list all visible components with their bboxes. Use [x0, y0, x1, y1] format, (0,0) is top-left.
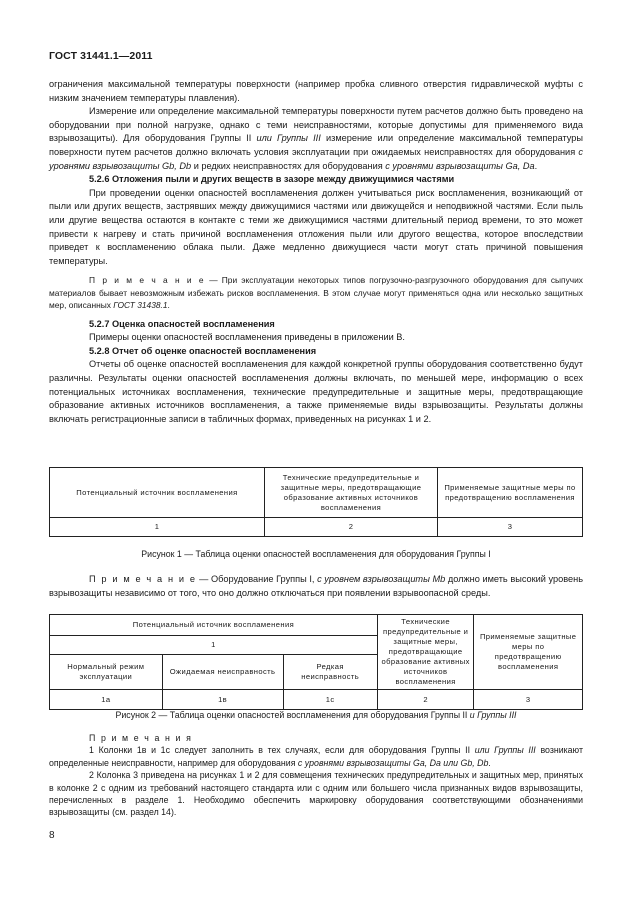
section-5-2-8-heading: 5.2.8 Отчет об оценке опасностей воспламенения [89, 345, 317, 356]
table1-header-protection: Применяемые защитные меры по предотвращению воспламенения [438, 468, 583, 518]
section-5-2-6-body: При проведении оценки опасностей воспламенения должен учитываться риск воспламенения, возникающий от пыли или других веществ, застрявших между движущимися частями или движущейся и неподвижной частями. Если пыль или другие вещества остаются в контакте с теми же движущимися частями длительный период времени, то это может привести к нагреву и стать причиной воспламенения отложения пыли или другого вещества, которое впоследствии приведет к воспламенению облака пыли. Даже медленно движущиеся части могут стать причиной повышения температуры. [49, 187, 583, 266]
table2-num-1c: 1с [283, 690, 377, 710]
table2-num-2: 2 [377, 690, 473, 710]
figure-2-caption: Рисунок 2 — Таблица оценки опасностей воспламенения для оборудования Группы II и Группы III [115, 710, 517, 720]
intro-block [49, 78, 583, 426]
intro-paragraph-2: Измерение или определение максимальной температуры поверхности путем расчетов должно быть проведено на оборудовании при полной нагрузке, однако с теми неисправностями, которые допустимы для применяемого вида взрывозащиты). Для оборудования Группы II или Группы III измерение или определение максимальной температуры поверхности путем расчетов должно включать условия эксплуатации при ожидаемых неисправностях для оборудования с уровнями взрывозащиты Gb, Db и редких неисправностях для оборудования с уровнями взрывозащиты Ga, Da. [49, 106, 584, 171]
table2-num-3: 3 [474, 690, 583, 710]
table2-header-protection: Применяемые защитные меры по предотвращению воспламенения [474, 615, 583, 690]
note-group-1: П р и м е ч а н и е — Оборудование Группы I, с уровнем взрывозащиты Mb должно иметь высокий уровень взрывозащиты независимо от того, что оно должно отключаться при появлении взрывоопасной среды. [49, 574, 583, 598]
document-header: ГОСТ 31441.1—2011 [49, 50, 153, 62]
note-group-1-block [49, 573, 583, 600]
ignition-table-group-2-3 [49, 614, 583, 710]
table2-sub-normal: Нормальный режим эксплуатации [50, 655, 163, 690]
table2-header-measures: Технические предупредительные и защитные меры, предотвращающие образование активных источников воспламенения [377, 615, 473, 690]
table2-sub-rare: Редкая неисправность [283, 655, 377, 690]
notes-block [49, 732, 583, 819]
section-5-2-6-note: П р и м е ч а н и е — При эксплуатации некоторых типов погрузочно-разгрузочного оборудования для сыпучих материалов бывает невозможным избежать рисков воспламенения. В этом случае могут применяться одна или несколько защитных мер, описанных ГОСТ 31438.1. [49, 275, 583, 311]
note-1: 1 Колонки 1в и 1с следует заполнить в тех случаях, если для оборудования Группы II или Группы III возникают определенные неисправности, например для оборудования с уровнями взрывозащиты Ga, Da или Gb, Db. [49, 745, 583, 768]
table2-num-1a: 1а [50, 690, 163, 710]
table1-num-1: 1 [50, 518, 265, 537]
page-number: 8 [49, 830, 55, 841]
table2-header-source: Потенциальный источник воспламенения [50, 615, 378, 636]
section-5-2-7-heading: 5.2.7 Оценка опасностей воспламенения [89, 318, 275, 329]
section-5-2-7-body: Примеры оценки опасностей воспламенения приведены в приложении В. [89, 332, 405, 343]
table1-header-measures: Технические предупредительные и защитные меры, предотвращающие образование активных источников воспламенения [265, 468, 438, 518]
table1-header-source: Потенциальный источник воспламенения [50, 468, 265, 518]
notes-title: П р и м е ч а н и я [89, 733, 193, 743]
table2-num-1b: 1в [162, 690, 283, 710]
intro-paragraph-1: ограничения максимальной температуры поверхности (например пробка сливного отверстия гидравлической муфты с низким значением температуры плавления). [49, 79, 583, 103]
figure-1-caption: Рисунок 1 — Таблица оценки опасностей воспламенения для оборудования Группы I [141, 549, 491, 559]
section-5-2-8-body: Отчеты об оценке опасностей воспламенения для каждой конкретной группы оборудования соответственно будут различны. Результаты оценки опасностей воспламенения должны включать, по меньшей мере, информацию о всех потенциальных источниках воспламенения, технические предупредительные и защитные меры, предотвращающие образование активных источников воспламенения, а также применяемые виды взрывозащиты. Результаты должны включать регистрационные записи в табличных формах, приведенных на рисунках 1 и 2. [49, 359, 583, 424]
table2-sub-expected: Ожидаемая неисправность [162, 655, 283, 690]
table2-group-number: 1 [50, 636, 378, 655]
table1-num-2: 2 [265, 518, 438, 537]
section-5-2-6-heading: 5.2.6 Отложения пыли и других веществ в зазоре между движущимися частями [89, 174, 455, 185]
table1-num-3: 3 [438, 518, 583, 537]
ignition-table-group-1 [49, 467, 583, 537]
note-2: 2 Колонка 3 приведена на рисунках 1 и 2 для совмещения технических предупредительных и защитных мер, принятых в колонке 2 с одним из требований настоящего стандарта или с одним или большего числа признанных видов взрывозащиты, перечисленных в разделе 1. Необходимо обеспечить маркировку оборудования соответствующими обозначениями взрывозащиты (см. раздел 14). [49, 770, 583, 818]
